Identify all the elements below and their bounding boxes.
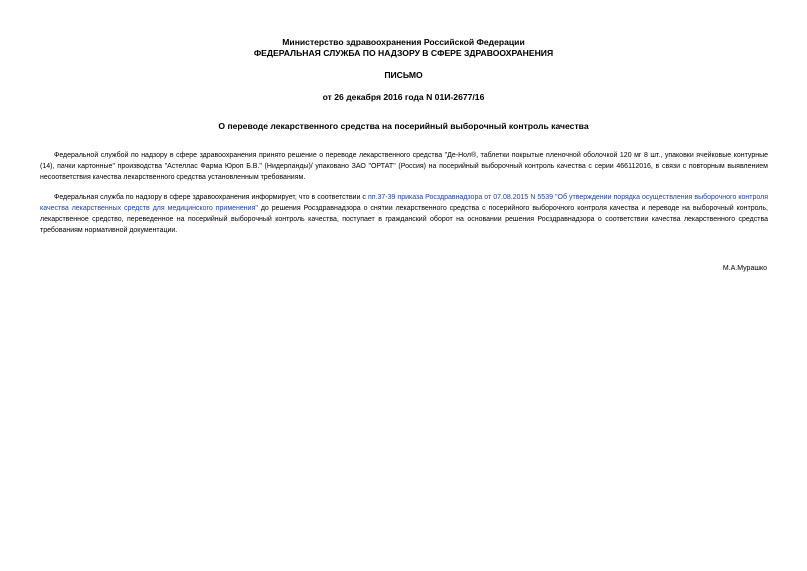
ministry-title: Министерство здравоохранения Российской Федерации — [282, 37, 525, 47]
order-reference-link[interactable]: пп.37-39 приказа Росздравнадзора от 07.08.2015 N 5539 "Об утверждении порядка осуществления выборочного контроля качества лекарственных средств для медицинского применения" — [40, 194, 768, 212]
paragraph-decision — [40, 150, 768, 183]
document-type: ПИСЬМО — [384, 70, 423, 80]
document-subject: О переводе лекарственного средства на посерийный выборочный контроль качества — [218, 121, 589, 131]
paragraph-decision-text: Федеральной службой по надзору в сфере здравоохранения принято решение о переводе лекарственного средства "Де-Нол®, таблетки покрытые пленочной оболочкой 120 мг 8 шт., упаковки ячейковые контурные (14), пачки картонные" производства "Астеллас Фарма Юроп Б.В." (Нидерланды)/ упаковано ЗАО "ОРТАТ" (Россия) на посерийный выборочный контроль качества с серии 466112016, в связи с повторным выявлением несоответствия качества лекарственного средства установленным требованиям. — [40, 152, 768, 181]
paragraph-information — [40, 192, 768, 236]
paragraph-information-lead: Федеральная служба по надзору в сфере здравоохранения информирует, что в соответствии с — [54, 194, 368, 201]
service-title: ФЕДЕРАЛЬНАЯ СЛУЖБА ПО НАДЗОРУ В СФЕРЕ ЗДРАВООХРАНЕНИЯ — [253, 48, 554, 58]
signature: М.А.Мурашко — [722, 265, 767, 272]
document-date-number: от 26 декабря 2016 года N 01И-2677/16 — [322, 92, 485, 102]
paragraph-information-rest: до решения Росздравнадзора о снятии лекарственного средства с посерийного выборочного контроля качества и переводе на выборочный контроль, лекарственное средство, переведенное на посерийный выборочный контроль качества, поступает в гражданский оборот на основании решения Росздравнадзора о соответствии качества лекарственного средства требованиям нормативной документации. — [40, 205, 768, 234]
